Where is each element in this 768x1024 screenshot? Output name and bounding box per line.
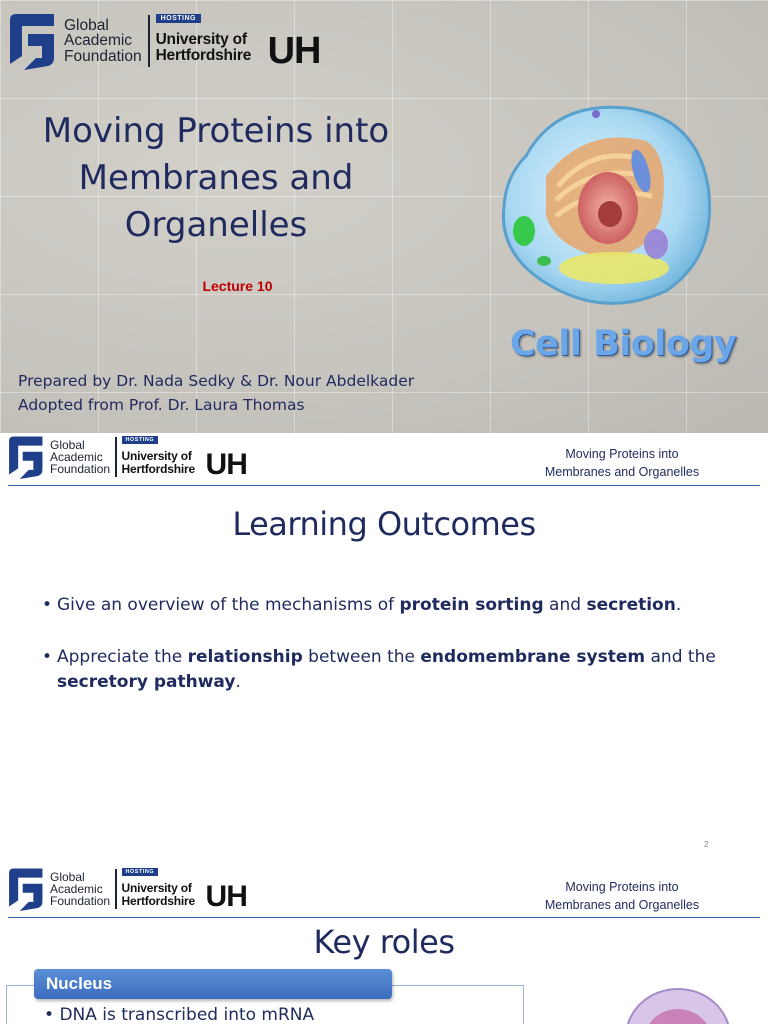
header-divider: [8, 917, 760, 918]
list-item: • DNA is transcribed into mRNA: [44, 1005, 315, 1024]
list-item: • Appreciate the relationship between the endomembrane system and the secretory pathway.: [42, 645, 722, 695]
logo-divider: [115, 437, 117, 477]
header-divider: [8, 485, 760, 486]
gaf-name: Global Academic Foundation: [64, 16, 142, 65]
uh-name: University of Hertfordshire: [155, 31, 252, 65]
adopted-from: Adopted from Prof. Dr. Laura Thomas: [18, 396, 305, 414]
slide-heading: Key roles: [313, 923, 455, 961]
presentation-title: Moving Proteins into Membranes and Organelles: [42, 111, 390, 245]
gaf-name: Global Academic Foundation: [50, 870, 111, 908]
hosting-badge: HOSTING: [122, 868, 159, 876]
hosting-badge: HOSTING: [122, 436, 159, 444]
logo-divider: [115, 869, 117, 909]
slide-heading: Learning Outcomes: [232, 505, 536, 543]
uh-logo: [121, 436, 262, 481]
header-title: Moving Proteins into Membranes and Organelles: [544, 447, 700, 479]
hosting-badge: HOSTING: [156, 14, 201, 23]
learning-outcomes-slide: [0, 433, 768, 865]
institution-logo: [6, 867, 262, 911]
uh-mark: UH: [205, 448, 247, 481]
institution-logo: [6, 12, 332, 70]
uh-logo: [155, 14, 332, 72]
prepared-by: Prepared by Dr. Nada Sedky & Dr. Nour Abdelkader: [18, 372, 415, 390]
lecture-number: Lecture 10: [202, 278, 273, 294]
uh-mark: UH: [267, 30, 321, 72]
nucleus-illustration: [618, 975, 730, 1024]
uh-name: University of Hertfordshire: [121, 449, 195, 476]
list-item: • Give an overview of the mechanisms of protein sorting and secretion.: [42, 593, 722, 618]
title-slide: [0, 0, 768, 433]
key-roles-slide: [0, 865, 768, 1024]
gaf-logo-icon: [6, 12, 56, 70]
uh-logo: [121, 868, 262, 913]
gaf-name: Global Academic Foundation: [50, 438, 111, 476]
section-label: Nucleus: [34, 969, 392, 999]
institution-logo: [6, 435, 262, 479]
animal-cell-illustration: [496, 96, 716, 308]
gaf-logo-icon: [6, 867, 44, 911]
page-number: 2: [704, 840, 709, 849]
uh-mark: UH: [205, 880, 247, 913]
uh-name: University of Hertfordshire: [121, 881, 195, 908]
logo-divider: [148, 15, 150, 67]
header-title: Moving Proteins into Membranes and Organelles: [544, 880, 700, 912]
gaf-logo-icon: [6, 435, 44, 479]
outcomes-list: [42, 593, 722, 722]
subject-title: Cell Biology: [510, 324, 737, 364]
